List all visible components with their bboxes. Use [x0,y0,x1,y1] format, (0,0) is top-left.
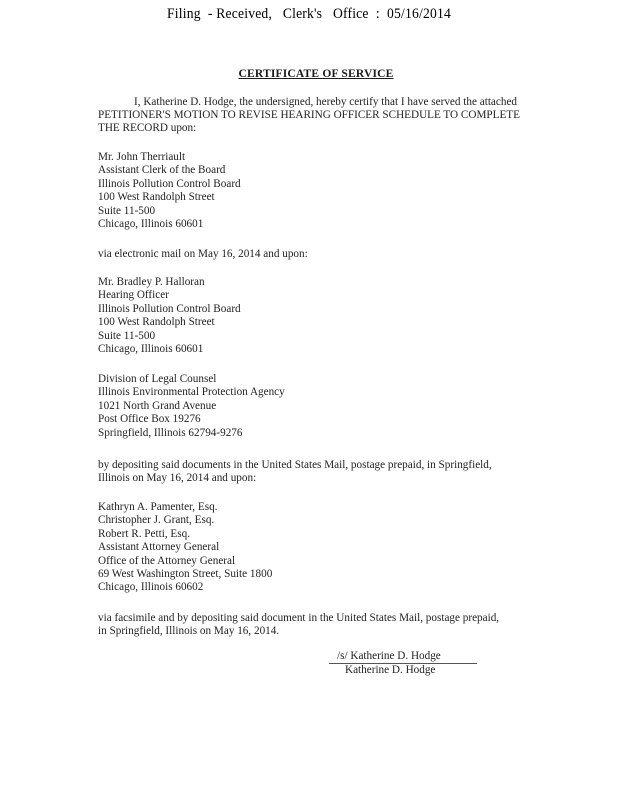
service-method-mail [98,459,538,486]
address-line: Office of the Attorney General [98,554,236,567]
address-line: 100 West Randolph Street [98,316,215,329]
signature-block [329,650,489,678]
address-line: Kathryn A. Pamenter, Esq. [98,501,218,513]
service-method-fax-mail [98,612,538,639]
address-line: Division of Legal Counsel [98,373,217,385]
service-method-line: via electronic mail on May 16, 2014 and upon: [98,248,308,260]
address-line: Chicago, Illinois 60602 [98,581,204,594]
address-line: Mr. John Therriault [98,151,186,163]
recipient-block-hearing-officer [98,276,538,356]
address-line: Hearing Officer [98,289,169,302]
signature-line: /s/ Katherine D. Hodge [329,650,477,664]
service-method-line: in Springfield, Illinois on May 16, 2014. [98,625,280,638]
signer-name: Katherine D. Hodge [345,664,436,677]
address-line: Post Office Box 19276 [98,413,201,426]
address-line: Springfield, Illinois 62794-9276 [98,426,243,439]
address-line: Illinois Pollution Control Board [98,302,241,315]
filing-stamp: Filing - Received, Clerk's Office : 05/16/2014 [167,6,451,22]
intro-paragraph: I, Katherine D. Hodge, the undersigned, hereby certify that I have served the attached PETITIONER'S MOTION TO REVISE HEARING OFFICER SCHEDULE TO COMPLETE THE RECORD upon: [98,96,520,135]
service-method-line: by depositing said documents in the United States Mail, postage prepaid, in Springfield, [98,459,492,471]
address-line: Assistant Attorney General [98,541,220,554]
address-line: Assistant Clerk of the Board [98,164,226,177]
address-line: Mr. Bradley P. Halloran [98,276,205,288]
address-line: Suite 11-500 [98,329,156,342]
service-method-line: Illinois on May 16, 2014 and upon: [98,472,257,485]
service-method-email [98,248,538,261]
recipient-block-legal-counsel [98,373,538,440]
service-method-line: via facsimile and by depositing said document in the United States Mail, postage prepaid, [98,612,500,624]
address-line: Illinois Pollution Control Board [98,177,241,190]
address-line: 1021 North Grand Avenue [98,399,217,412]
address-line: Suite 11-500 [98,204,156,217]
address-line: Chicago, Illinois 60601 [98,343,204,356]
address-line: Chicago, Illinois 60601 [98,218,204,231]
recipient-block-clerk [98,151,538,231]
address-line: 100 West Randolph Street [98,191,215,204]
address-line: Christopher J. Grant, Esq. [98,514,215,527]
address-line: Robert R. Petti, Esq. [98,527,190,540]
document-title: CERTIFICATE OF SERVICE [238,68,394,80]
address-line: 69 West Washington Street, Suite 1800 [98,568,273,581]
recipient-block-attorney-general [98,501,538,595]
address-line: Illinois Environmental Protection Agency [98,386,285,399]
